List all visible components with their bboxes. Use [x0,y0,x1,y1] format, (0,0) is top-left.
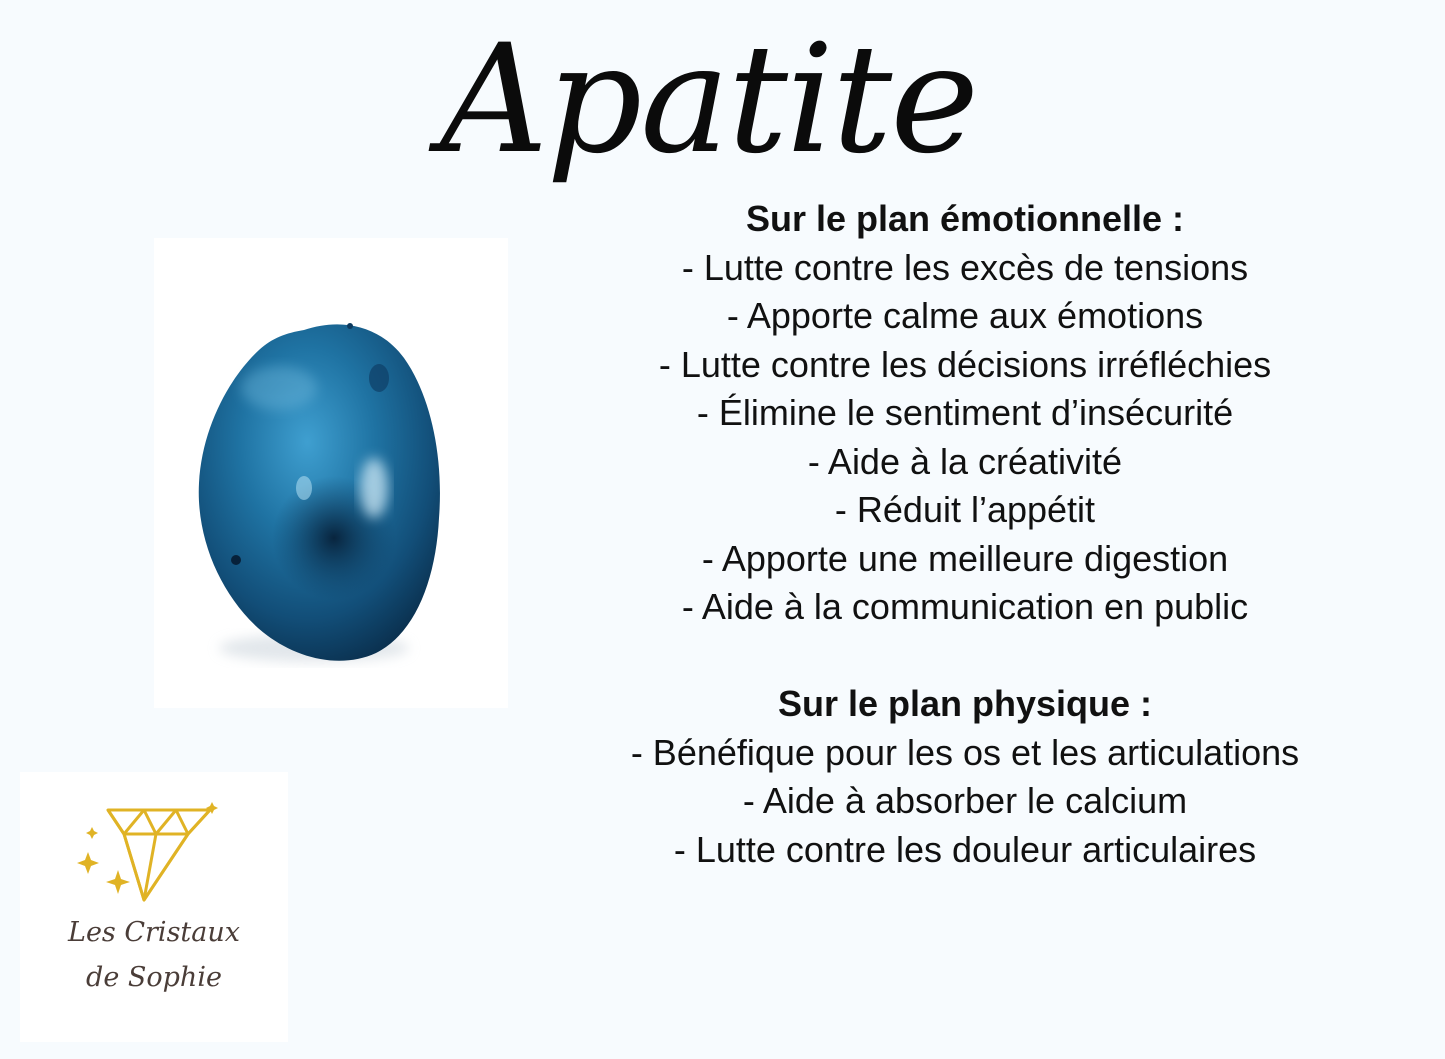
emotional-list [545,244,1385,632]
list-item: - Élimine le sentiment d’insécurité [696,392,1234,433]
list-item: - Lutte contre les douleur articulaires [673,828,1257,870]
list-item: - Aide à la créativité [807,440,1123,482]
list-item: - Apporte calme aux émotions [726,295,1204,336]
diamond-logo-icon [20,772,288,922]
properties-text [545,195,1385,874]
list-item: - Bénéfique pour les os et les articulations [630,731,1300,773]
physical-heading: Sur le plan physique : [777,683,1153,724]
apatite-stone-icon [154,238,508,708]
section-divider [545,632,1385,681]
list-item: - Lutte contre les excès de tensions [681,246,1249,288]
list-item: - Aide à absorber le calcium [742,780,1188,821]
stone-photo [154,238,508,708]
list-item: - Apporte une meilleure digestion [701,537,1229,579]
logo-text-line2: de Sophie [86,962,222,993]
logo-text-line1: Les Cristaux [68,917,240,948]
brand-logo [20,772,288,1042]
list-item: - Réduit l’appétit [834,489,1096,530]
page-title: Apatite [440,13,978,187]
physical-list [545,729,1385,875]
emotional-heading: Sur le plan émotionnelle : [745,198,1185,239]
list-item: - Aide à la communication en public [681,586,1249,627]
list-item: - Lutte contre les décisions irréfléchies [658,343,1272,385]
